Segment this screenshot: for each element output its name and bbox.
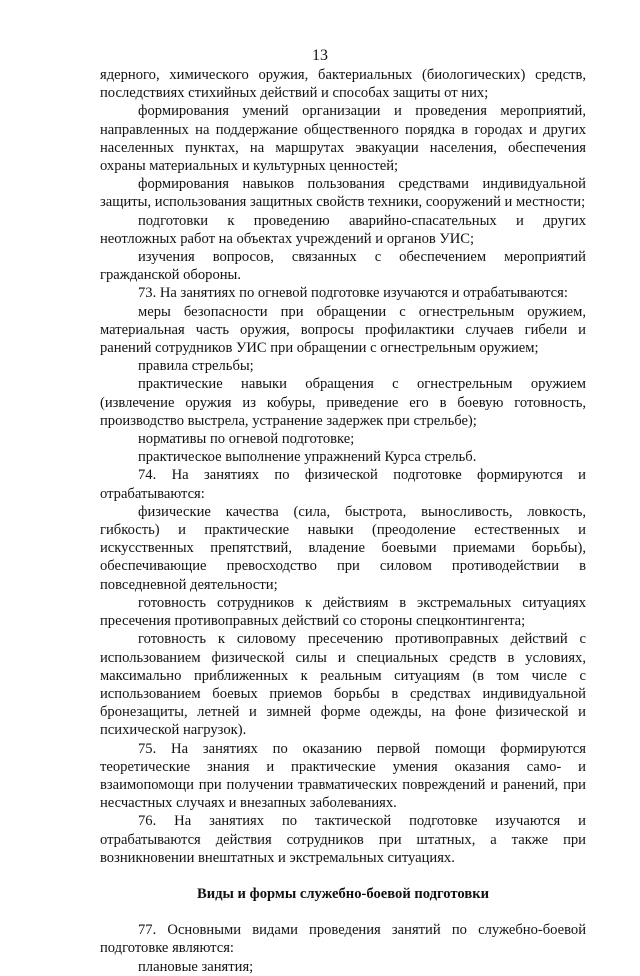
paragraph: практическое выполнение упражнений Курса стрельб. [138,449,477,466]
page-number: 13 [312,47,328,64]
paragraph: ядерного, химического оружия, бактериальных (биологических) средств, последствиях стихийных действий и способах защиты от них; [100,67,586,102]
paragraph: изучения вопросов, связанных с обеспечением мероприятий гражданской обороны. [100,249,586,284]
paragraph: плановые занятия; [138,958,254,975]
document-body [100,66,586,976]
paragraph: практические навыки обращения с огнестрельным оружием (извлечение оружия из кобуры, приведение его в боевую готовность, производство выстрела, устранение задержек при стрельбе); [100,376,586,429]
paragraph: формирования умений организации и проведения мероприятий, направленных на поддержание общественного порядка в городах и других населенных пунктах, на маршрутах эвакуации населения, обеспечения охраны материальных и культурных ценностей; [100,103,586,175]
paragraph: физические качества (сила, быстрота, выносливость, ловкость, гибкость) и практические навыки (преодоление естественных и искусственных препятствий, владение боевыми приемами борьбы), обеспечивающие превосходство при силовом противодействии в повседневной деятельности; [100,503,586,593]
paragraph: готовность к силовому пресечению противоправных действий с использованием физической силы и специальных средств в условиях, максимально приближенных к реальным ситуациям (в том числе с использованием боевых приемов борьбы в средствах индивидуальной бронезащиты, летней и зимней форме одежды, на фоне физической и психической нагрузок). [100,631,586,739]
paragraph: подготовки к проведению аварийно-спасательных и других неотложных работ на объектах учреждений и органов УИС; [100,212,586,247]
paragraph: правила стрельбы; [138,358,254,375]
paragraph: готовность сотрудников к действиям в экстремальных ситуациях пресечения противоправных действий со стороны спецконтингента; [100,594,586,630]
paragraph: формирования навыков пользования средствами индивидуальной защиты, использования защитных свойств техники, сооружений и местности; [100,176,586,211]
paragraph: меры безопасности при обращении с огнестрельным оружием, материальная часть оружия, вопросы профилактики случаев гибели и ранений сотрудников УИС при обращении с огнестрельным оружием; [100,303,586,357]
paragraph-74: 74. На занятиях по физической подготовке формируются и отрабатываются: [100,467,586,502]
paragraph-73: 73. На занятиях по огневой подготовке изучаются и отрабатываются: [138,285,568,302]
section-title: Виды и формы служебно-боевой подготовки [196,885,490,902]
paragraph: нормативы по огневой подготовке; [138,431,355,448]
paragraph-75: 75. На занятиях по оказанию первой помощи формируются теоретические знания и практические умения оказания само- и взаимопомощи при получении травматических повреждений и ранений, при несчастных случаях и внезапных заболеваниях. [100,740,586,812]
paragraph-76: 76. На занятиях по тактической подготовке изучаются и отрабатываются действия сотрудников при штатных, а также при возникновении внештатных и экстремальных ситуациях. [100,813,586,866]
paragraph-77: 77. Основными видами проведения занятий по служебно-боевой подготовке являются: [100,922,586,957]
